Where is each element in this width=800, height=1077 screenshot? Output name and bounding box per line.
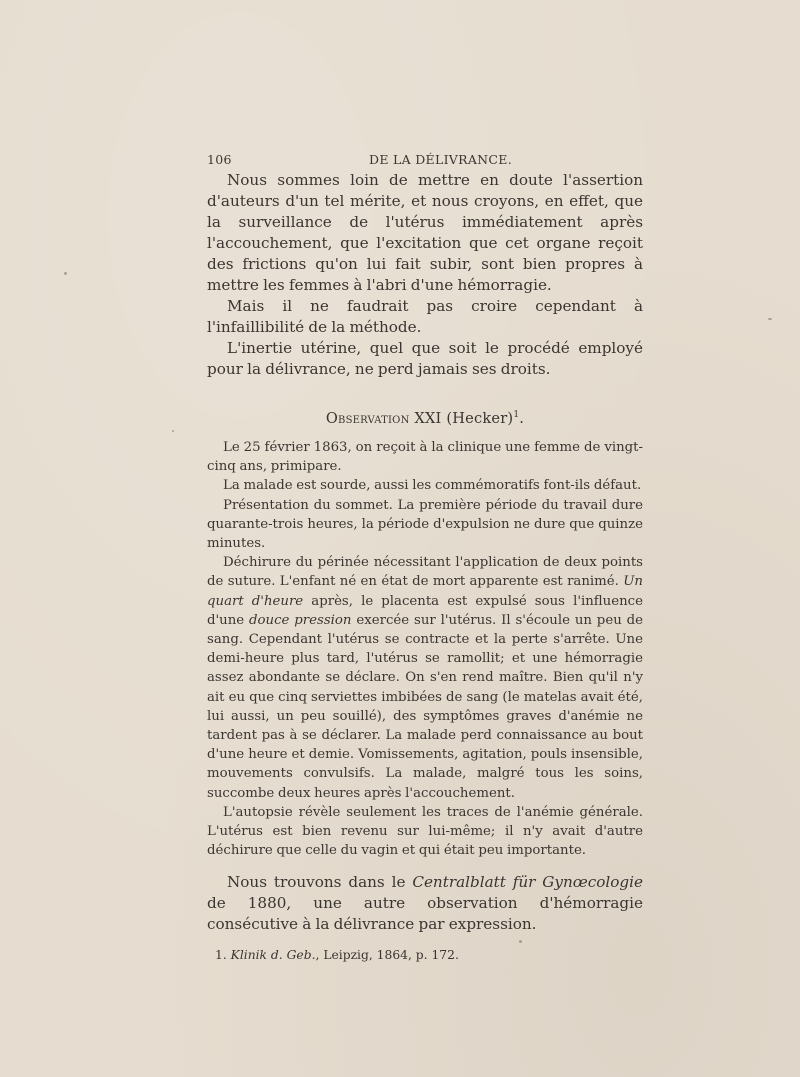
footnote bbox=[207, 947, 643, 963]
paragraph: Nous sommes loin de mettre en doute l'assertion d'auteurs d'un tel mérite, et nous croyons, en effet, que la surveillance de l'utérus immédiatement après l'accouchement, que l'excitation que cet organe reçoit des frictions qu'on lui fait subir, sont bien propres à mettre les femmes à l'abri d'une hémorragie. bbox=[207, 171, 643, 294]
italic-run: Centralblatt für Gynœcologie bbox=[412, 873, 643, 892]
paragraph: L'inertie utérine, quel que soit le procédé employé pour la délivrance, ne perd jamais ses droits. bbox=[207, 339, 643, 378]
observation-title bbox=[207, 410, 643, 427]
observation-title-smallcaps: Observation bbox=[325, 410, 410, 427]
observation-section bbox=[207, 438, 643, 860]
footnote-mark: 1 bbox=[513, 410, 520, 421]
observation-title-rest: XXI (Hecker) bbox=[409, 410, 514, 427]
footnote-details: , Leipzig, 1864, p. 172. bbox=[315, 948, 459, 963]
observation-title-end: . bbox=[519, 410, 525, 427]
italic-run: Un quart d'heure bbox=[207, 574, 643, 609]
running-head bbox=[207, 148, 643, 170]
paper-speck bbox=[768, 318, 772, 320]
paragraph: Présentation du sommet. La première période du travail dure quarante-trois heures, la période d'expulsion ne dure que quinze minutes. bbox=[207, 497, 643, 552]
text-run: Nous trouvons dans le bbox=[227, 873, 413, 892]
paragraph: L'autopsie révèle seulement les traces de l'anémie générale. L'utérus est bien revenu sur lui-même; il n'y avait d'autre déchirure que celle du vagin et qui était peu importante. bbox=[207, 804, 643, 859]
running-title: DE LA DÉLIVRANCE. bbox=[369, 152, 512, 167]
text-run: Déchirure du périnée nécessitant l'application de deux points de suture. L'enfant né en état de mort apparente est ranimé. bbox=[207, 555, 643, 590]
footnote-number: 1. bbox=[215, 948, 227, 963]
footnote-source: Klinik d. Geb. bbox=[230, 948, 316, 963]
italic-run: douce pression bbox=[249, 612, 352, 628]
text-run: de 1880, une autre observation d'hémorragie consécutive à la délivrance par expression. bbox=[207, 894, 643, 934]
page-number: 106 bbox=[207, 152, 232, 167]
paragraph bbox=[207, 553, 643, 803]
paragraph: Mais il ne faudrait pas croire cependant à l'infaillibilité de la méthode. bbox=[207, 297, 643, 336]
text-run: exercée sur l'utérus. Il s'écoule un peu de sang. Cependant l'utérus se contracte et la perte s'arrête. Une demi-heure plus tard, l'utérus se ramollit; et une hémorragie assez abondante se déclare. On s'en rend maître. Bien qu'il n'y ait eu que cinq serviettes imbibées de sang (le matelas avait été, lui aussi, un peu souillé), des symptômes graves d'anémie ne tardent pas à se déclarer. La malade perd connaissance au bout d'une heure et demie. Vomissements, agitation, pouls insensible, mouvements convulsifs. La malade, malgré tous les soins, succombe deux heures après l'accouchement. bbox=[207, 612, 643, 801]
paper-speck bbox=[64, 272, 67, 275]
paper-speck bbox=[172, 430, 174, 432]
paragraph: Le 25 février 1863, on reçoit à la clinique une femme de vingt-cinq ans, primipare. bbox=[207, 440, 643, 475]
text-block bbox=[207, 148, 643, 963]
paragraph bbox=[207, 872, 643, 935]
intro-section bbox=[207, 170, 643, 380]
closing-section bbox=[207, 872, 643, 935]
text-run: après, le placenta est expulsé sous l'influence d'une bbox=[207, 593, 643, 628]
paragraph: La malade est sourde, aussi les commémoratifs font-ils défaut. bbox=[223, 478, 642, 494]
